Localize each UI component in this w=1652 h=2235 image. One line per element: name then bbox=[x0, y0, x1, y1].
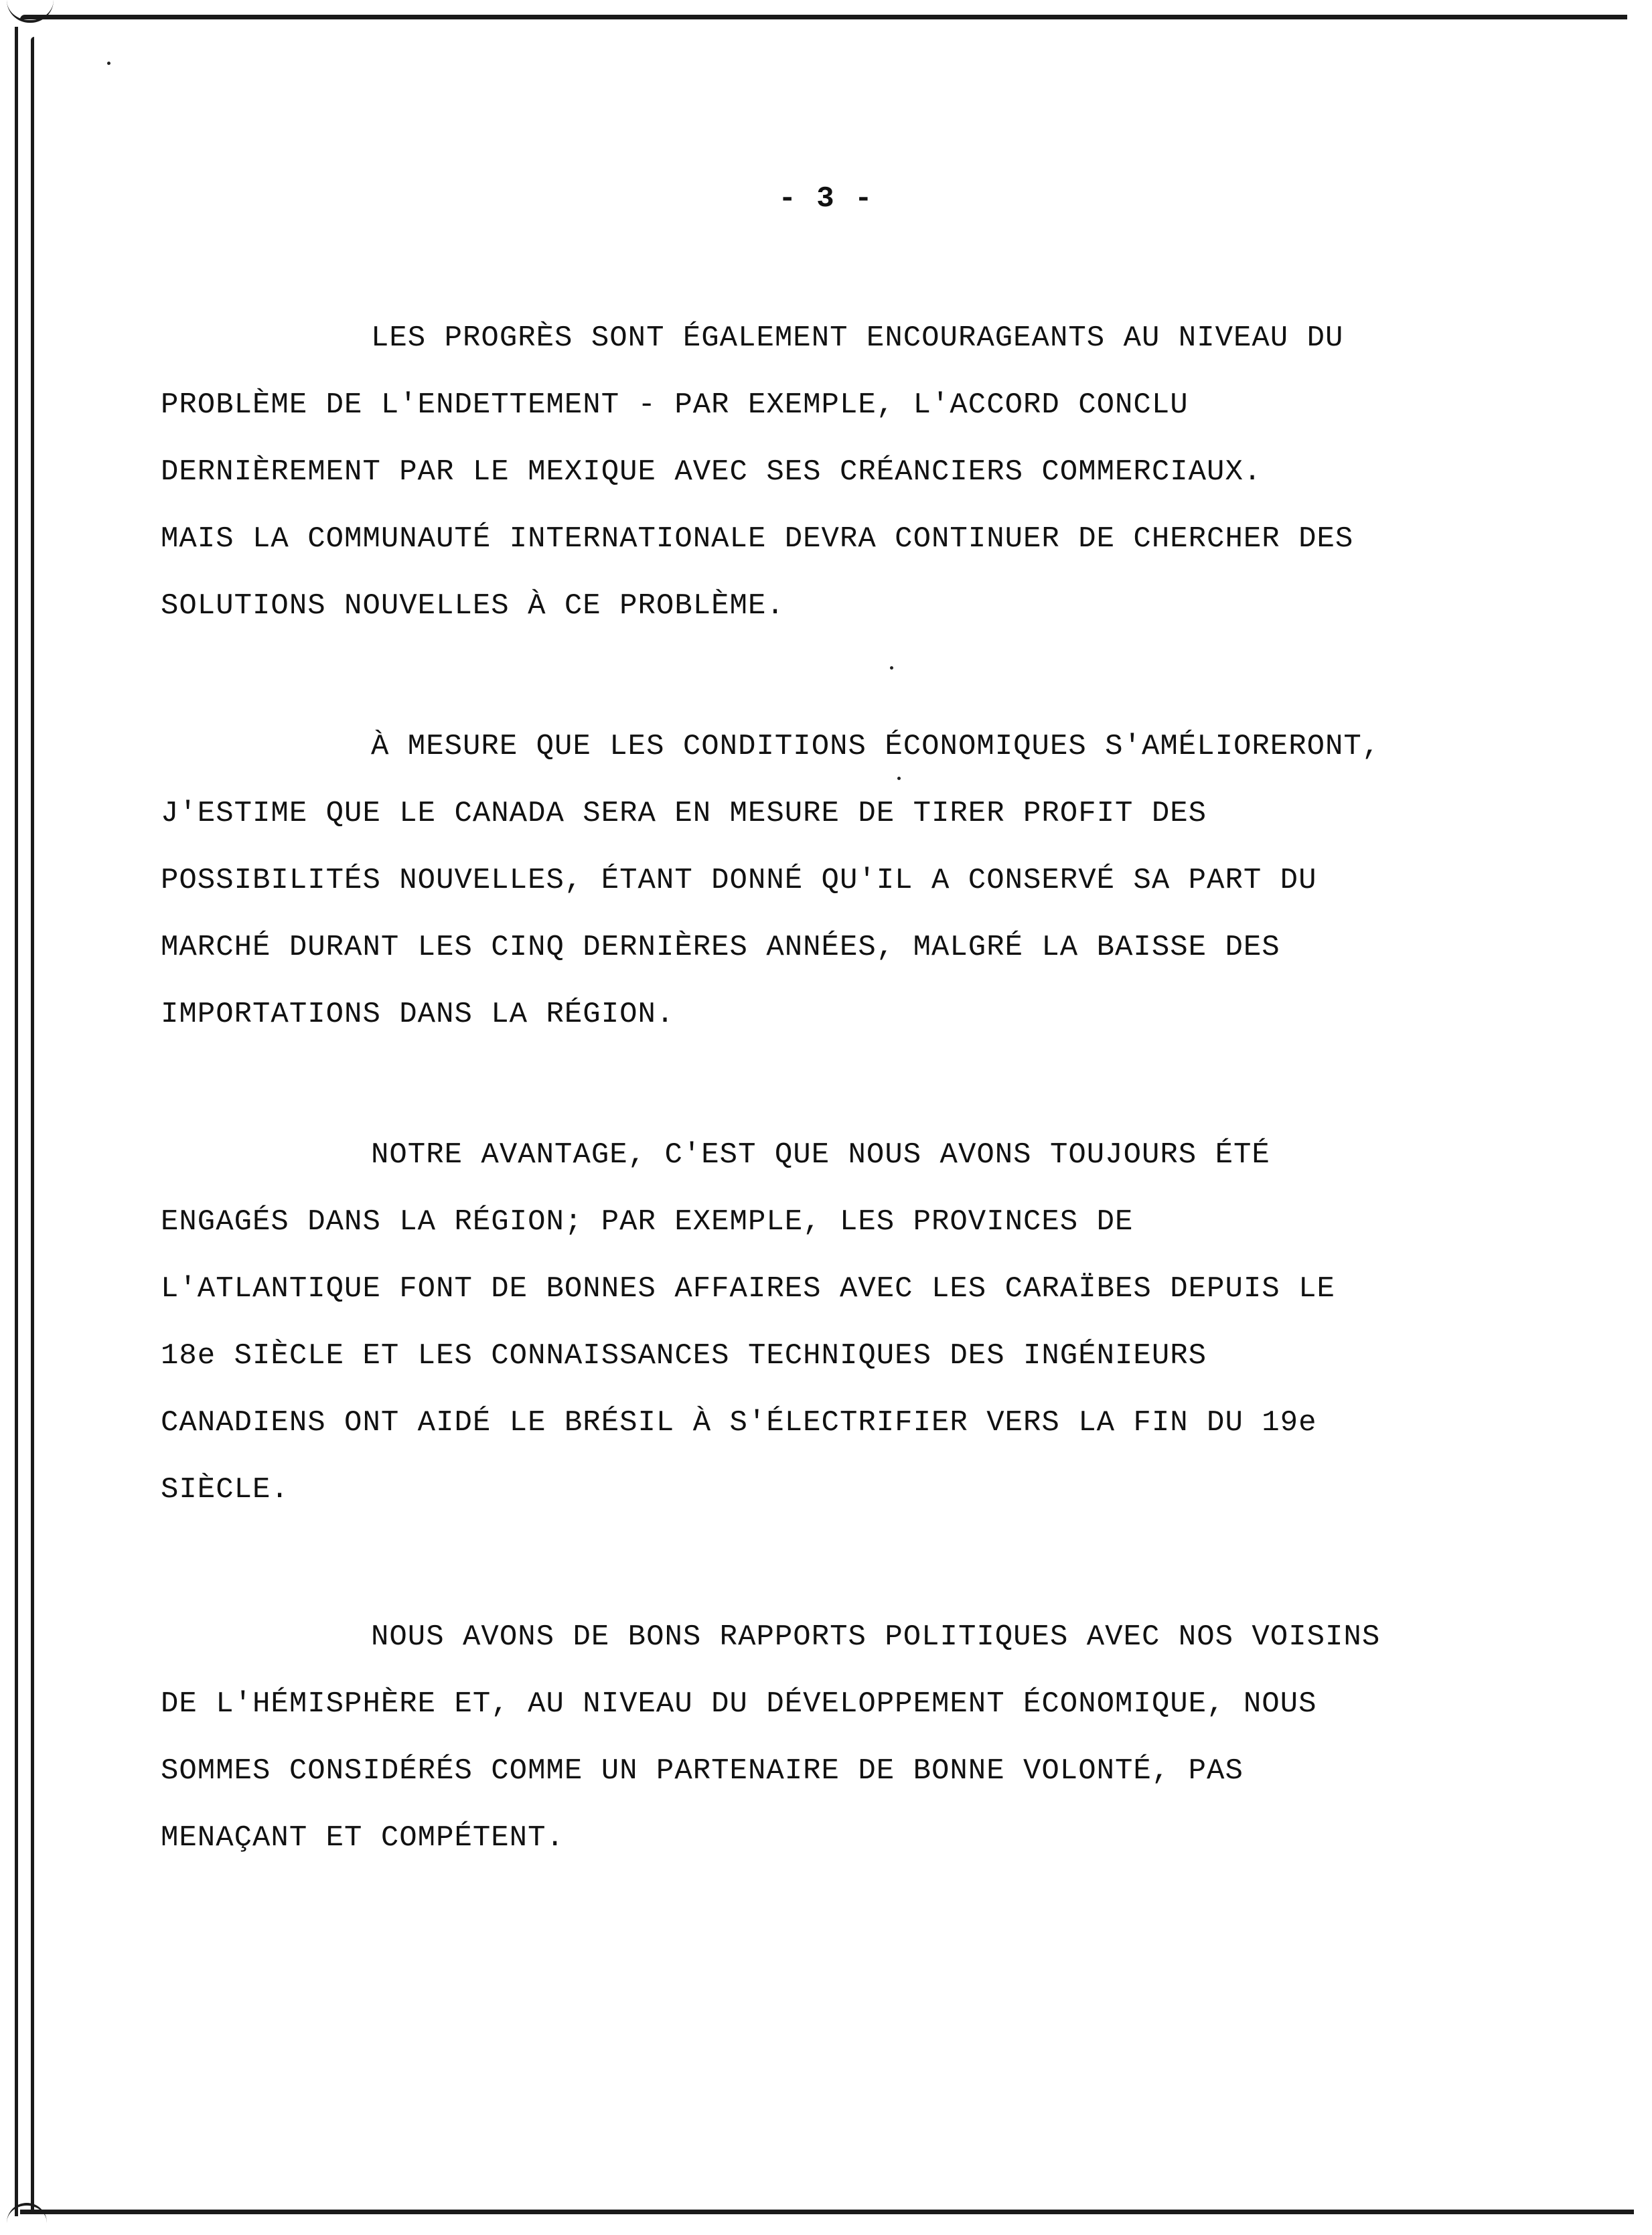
text-line: NOTRE AVANTAGE, C'EST QUE NOUS AVONS TOUJOURS ÉTÉ bbox=[371, 1138, 1270, 1172]
scan-speck bbox=[107, 62, 110, 65]
paragraph-political-relations bbox=[161, 1604, 1527, 1871]
text-line: MENAÇANT ET COMPÉTENT. bbox=[161, 1821, 565, 1855]
scan-speck bbox=[890, 666, 893, 670]
paragraph-canadian-advantage bbox=[161, 1122, 1527, 1523]
text-line: SOLUTIONS NOUVELLES À CE PROBLÈME. bbox=[161, 589, 785, 623]
page-number: - 3 - bbox=[778, 182, 874, 216]
page-frame-left-edge bbox=[0, 27, 18, 2216]
paragraph-economic-conditions bbox=[161, 713, 1527, 1048]
page-frame-top-edge bbox=[20, 15, 1627, 19]
paragraph-debt-progress bbox=[161, 305, 1527, 639]
text-line: PROBLÈME DE L'ENDETTEMENT - PAR EXEMPLE, L'ACCORD CONCLU bbox=[161, 388, 1189, 422]
text-line: 18e SIÈCLE ET LES CONNAISSANCES TECHNIQUES DES INGÉNIEURS bbox=[161, 1339, 1207, 1373]
text-line: À MESURE QUE LES CONDITIONS ÉCONOMIQUES S'AMÉLIORERONT, bbox=[371, 730, 1381, 763]
page-frame-inner-left-edge bbox=[31, 37, 34, 2210]
page-frame-bottom-edge bbox=[20, 2210, 1634, 2214]
text-line: SIÈCLE. bbox=[161, 1473, 289, 1507]
text-line: DE L'HÉMISPHÈRE ET, AU NIVEAU DU DÉVELOPPEMENT ÉCONOMIQUE, NOUS bbox=[161, 1687, 1317, 1721]
text-line: MAIS LA COMMUNAUTÉ INTERNATIONALE DEVRA CONTINUER DE CHERCHER DES bbox=[161, 522, 1354, 556]
text-line: CANADIENS ONT AIDÉ LE BRÉSIL À S'ÉLECTRIFIER VERS LA FIN DU 19e bbox=[161, 1406, 1317, 1440]
text-line: POSSIBILITÉS NOUVELLES, ÉTANT DONNÉ QU'IL A CONSERVÉ SA PART DU bbox=[161, 864, 1317, 897]
text-line: DERNIÈREMENT PAR LE MEXIQUE AVEC SES CRÉANCIERS COMMERCIAUX. bbox=[161, 455, 1262, 489]
text-line: L'ATLANTIQUE FONT DE BONNES AFFAIRES AVEC LES CARAÏBES DEPUIS LE bbox=[161, 1272, 1335, 1306]
text-line: MARCHÉ DURANT LES CINQ DERNIÈRES ANNÉES, MALGRÉ LA BAISSE DES bbox=[161, 931, 1280, 964]
text-line: LES PROGRÈS SONT ÉGALEMENT ENCOURAGEANTS AU NIVEAU DU bbox=[371, 321, 1344, 355]
text-line: J'ESTIME QUE LE CANADA SERA EN MESURE DE TIRER PROFIT DES bbox=[161, 797, 1207, 830]
text-line: SOMMES CONSIDÉRÉS COMME UN PARTENAIRE DE BONNE VOLONTÉ, PAS bbox=[161, 1754, 1244, 1788]
text-line: NOUS AVONS DE BONS RAPPORTS POLITIQUES AVEC NOS VOISINS bbox=[371, 1620, 1381, 1654]
text-line: ENGAGÉS DANS LA RÉGION; PAR EXEMPLE, LES PROVINCES DE bbox=[161, 1205, 1134, 1239]
text-line: IMPORTATIONS DANS LA RÉGION. bbox=[161, 998, 675, 1031]
